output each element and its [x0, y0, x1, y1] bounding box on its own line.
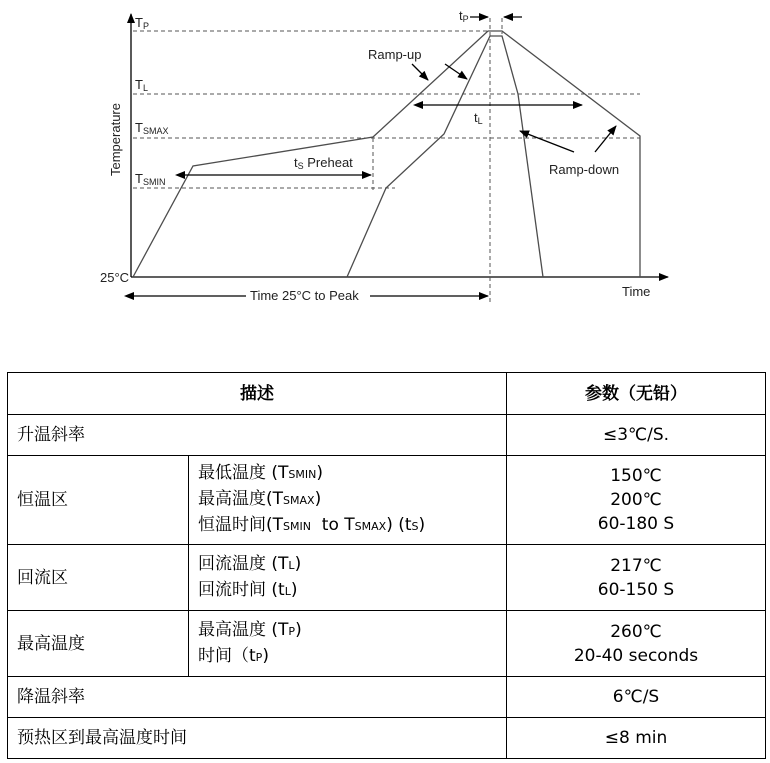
- row-items: 回流温度 (TL) 回流时间 (tL): [189, 545, 507, 611]
- row-value: 150℃ 200℃ 60-180 S: [507, 456, 766, 545]
- ramp-down-label: Ramp-down: [549, 162, 620, 177]
- ramp-up-arrow-1: [412, 64, 428, 80]
- outer-profile-curve: [133, 31, 640, 277]
- row-name: 预热区到最高温度时间: [8, 718, 507, 759]
- table-row: [8, 718, 766, 759]
- peak-time-label: tP: [459, 8, 469, 24]
- reflow-profile-diagram: [0, 0, 770, 340]
- row-value: 260℃ 20-40 seconds: [507, 611, 766, 677]
- tsmin-label: TSMIN: [135, 171, 166, 187]
- description-header: 描述: [8, 373, 507, 415]
- table-row: [8, 456, 766, 545]
- preheat-label: tS Preheat: [294, 155, 353, 171]
- tsmax-label: TSMAX: [135, 120, 169, 136]
- ramp-up-label: Ramp-up: [368, 47, 422, 62]
- row-value: 217℃ 60-150 S: [507, 545, 766, 611]
- reflow-parameter-table: [7, 372, 766, 759]
- row-name: 升温斜率: [8, 415, 507, 456]
- row-value: ≤8 min: [507, 718, 766, 759]
- table-row: [8, 677, 766, 718]
- ramp-up-arrow-2: [445, 64, 467, 79]
- row-value: ≤3℃/S.: [507, 415, 766, 456]
- tl-label: TL: [135, 77, 148, 93]
- tp-label: TP: [135, 15, 149, 31]
- row-items: 最高温度 (TP) 时间（tP): [189, 611, 507, 677]
- row-name: 回流区: [8, 545, 189, 611]
- liquidus-time-label: tL: [474, 110, 483, 126]
- row-value: 6℃/S: [507, 677, 766, 718]
- origin-label: 25°C: [100, 270, 130, 285]
- y-axis-title: Temperature: [108, 103, 123, 176]
- row-items: 最低温度 (TSMIN) 最高温度(TSMAX) 恒温时间(TSMIN to TSMAX) (tS): [189, 456, 507, 545]
- inner-profile-curve: [347, 36, 543, 277]
- ramp-down-arrow-2: [595, 126, 616, 152]
- table-row: [8, 415, 766, 456]
- table-header-row: [8, 373, 766, 415]
- x-axis-title: Time: [622, 284, 651, 299]
- ramp-down-arrow-1: [520, 131, 574, 152]
- row-name: 最高温度: [8, 611, 189, 677]
- time-to-peak-label: Time 25°C to Peak: [250, 288, 359, 303]
- table-row: [8, 611, 766, 677]
- table-row: [8, 545, 766, 611]
- parameter-header: 参数（无铅）: [507, 373, 766, 415]
- row-name: 降温斜率: [8, 677, 507, 718]
- row-name: 恒温区: [8, 456, 189, 545]
